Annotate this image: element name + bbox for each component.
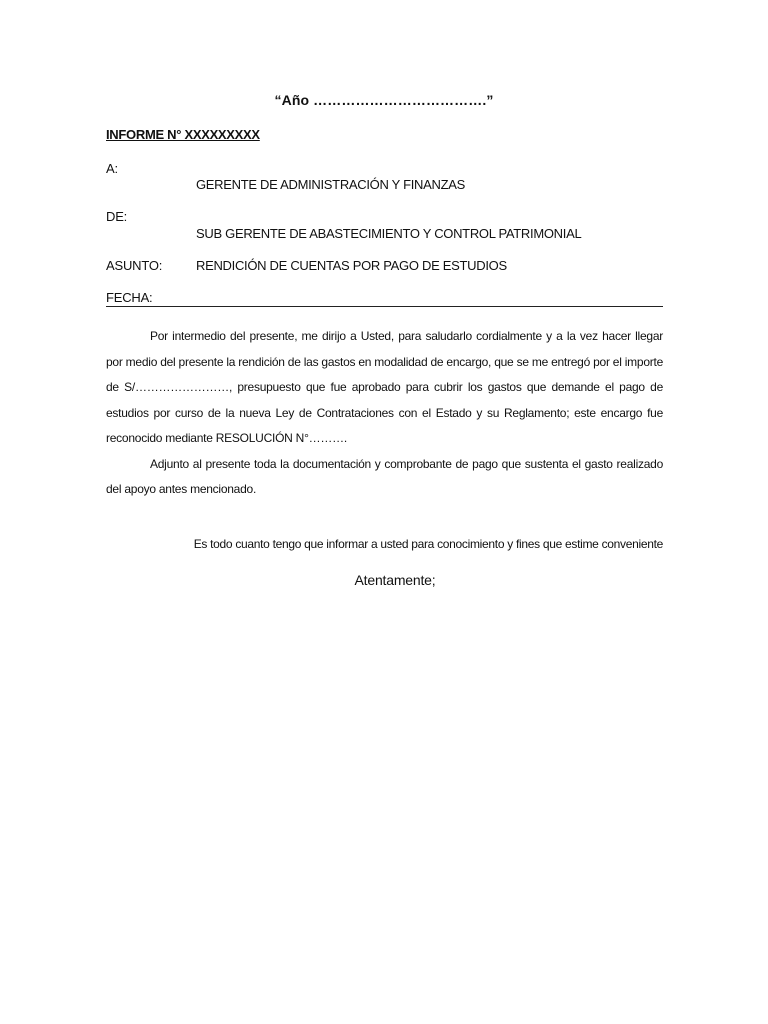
body-paragraph-1: Por intermedio del presente, me dirijo a Usted, para saludarlo cordialmente y a la vez hacer llegar por medio del presente la rendición de las gastos en modalidad de encargo, que se me entregó por el importe de S/……………………, presupuesto que fue aprobado para cubrir los gastos que demande el pago de estudios por curso de la nueva Ley de Contrataciones con el Estado y su Reglamento; este encargo fue reconocido mediante RESOLUCIÓN N°………. [106,329,663,445]
recipient-value: GERENTE DE ADMINISTRACIÓN Y FINANZAS [196,177,465,192]
date-label: FECHA: [106,290,153,305]
subject-label: ASUNTO: [106,258,163,273]
header-divider [106,306,663,307]
sender-value: SUB GERENTE DE ABASTECIMIENTO Y CONTROL PATRIMONIAL [196,226,582,241]
body-paragraph-2: Adjunto al presente toda la documentación y comprobante de pago que sustenta el gasto realizado del apoyo antes mencionado. [106,456,663,496]
signoff: Atentamente; [354,572,436,588]
year-heading: “Año ……………………………….” [274,92,494,108]
report-number: INFORME N° XXXXXXXXX [106,127,260,142]
closing-statement: Es todo cuanto tengo que informar a usted para conocimiento y fines que estime conveniente [193,537,663,551]
recipient-label: A: [106,161,118,176]
sender-label: DE: [106,209,128,224]
letter-body [106,324,663,503]
subject-value: RENDICIÓN DE CUENTAS POR PAGO DE ESTUDIOS [196,258,507,273]
